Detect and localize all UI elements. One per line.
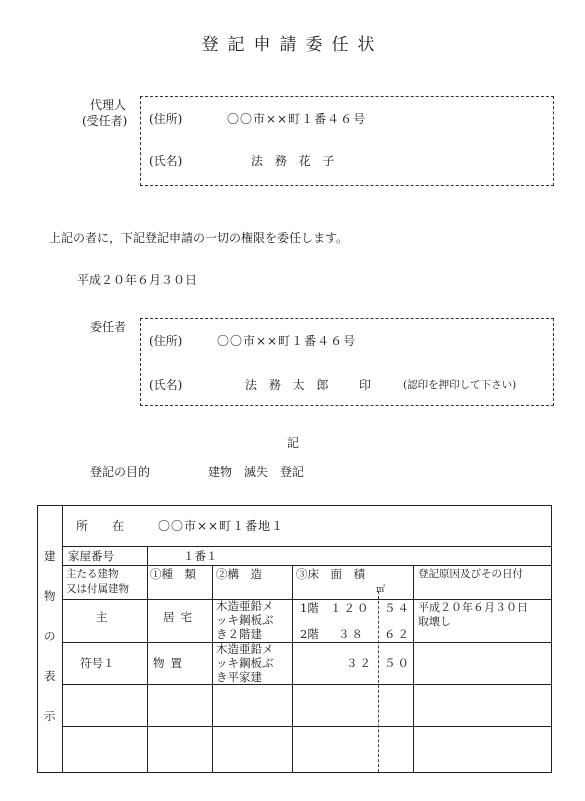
document-title: 登記申請委任状 [201, 35, 384, 55]
location-label: 所 在 [76, 519, 125, 533]
seal-note: (認印を押印して下さい) [403, 379, 517, 391]
building-table [37, 505, 552, 773]
row2-type: 符号１ [80, 656, 115, 670]
header-unit: ㎡ [376, 585, 386, 595]
seal-mark: 印 [359, 378, 372, 392]
row1-cause: 平成２０年６月３０日 取壊し [418, 601, 528, 628]
row1-structure: 木造亜鉛メ ッキ鋼板ぶ き２階建 [216, 599, 274, 641]
header-main-building: 主たる建物 [66, 568, 119, 580]
ki-label: 記 [287, 436, 300, 450]
location-value: 〇〇市××町１番地１ [158, 519, 285, 533]
header-annex: 又は付属建物 [66, 583, 129, 595]
date: 平成２０年６月３０日 [77, 273, 198, 287]
agent-label: 代理人 [90, 98, 127, 112]
house-number-label: 家屋番号 [68, 549, 114, 563]
principal-name-label: (氏名) [149, 378, 183, 392]
purpose-value: 建物 滅失 登記 [208, 465, 305, 479]
purpose-label: 登記の目的 [90, 465, 151, 479]
row1-area1-int: １２０ [330, 601, 371, 615]
agent-address-label: (住所) [149, 112, 183, 126]
row2-area-dec: ５０ [384, 656, 411, 670]
principal-address: 〇〇市××町１番４６号 [217, 334, 357, 348]
house-number-value: １番１ [183, 549, 218, 563]
principal-name: 法 務 太 郎 [245, 378, 333, 392]
agent-name: 法 務 花 子 [251, 154, 339, 168]
row1-type: 主 [96, 610, 108, 624]
row1-area2-int: ３８ [338, 627, 365, 641]
row1-area1-floor: 1階 [300, 601, 319, 615]
principal-box [140, 318, 554, 406]
principal-label: 委任者 [90, 320, 127, 334]
agent-box [140, 96, 554, 186]
row2-kind: 物置 [153, 656, 188, 670]
header-structure: ②構 造 [216, 567, 262, 581]
header-kind: ①種 類 [150, 567, 196, 581]
row1-area2-dec: ６２ [384, 627, 411, 641]
delegation-text: 上記の者に，下記登記申請の一切の権限を委任します。 [49, 231, 349, 245]
row1-area2-floor: 2階 [300, 627, 319, 641]
header-cause: 登記原因及びその日付 [418, 568, 523, 580]
row1-kind: 居宅 [163, 610, 198, 624]
agent-sublabel: (受任者) [82, 114, 128, 128]
row2-area-int: ３２ [346, 656, 373, 670]
agent-address: 〇〇市××町１番４６号 [227, 112, 367, 126]
side-label: 建 物 の 表 示 [44, 549, 56, 723]
header-floor-area: ③床 面 積 [296, 567, 365, 581]
row2-structure: 木造亜鉛メ ッキ鋼板ぶ き平家建 [216, 642, 274, 684]
agent-name-label: (氏名) [149, 154, 183, 168]
principal-address-label: (住所) [149, 334, 183, 348]
row1-area1-dec: ５４ [384, 601, 411, 615]
